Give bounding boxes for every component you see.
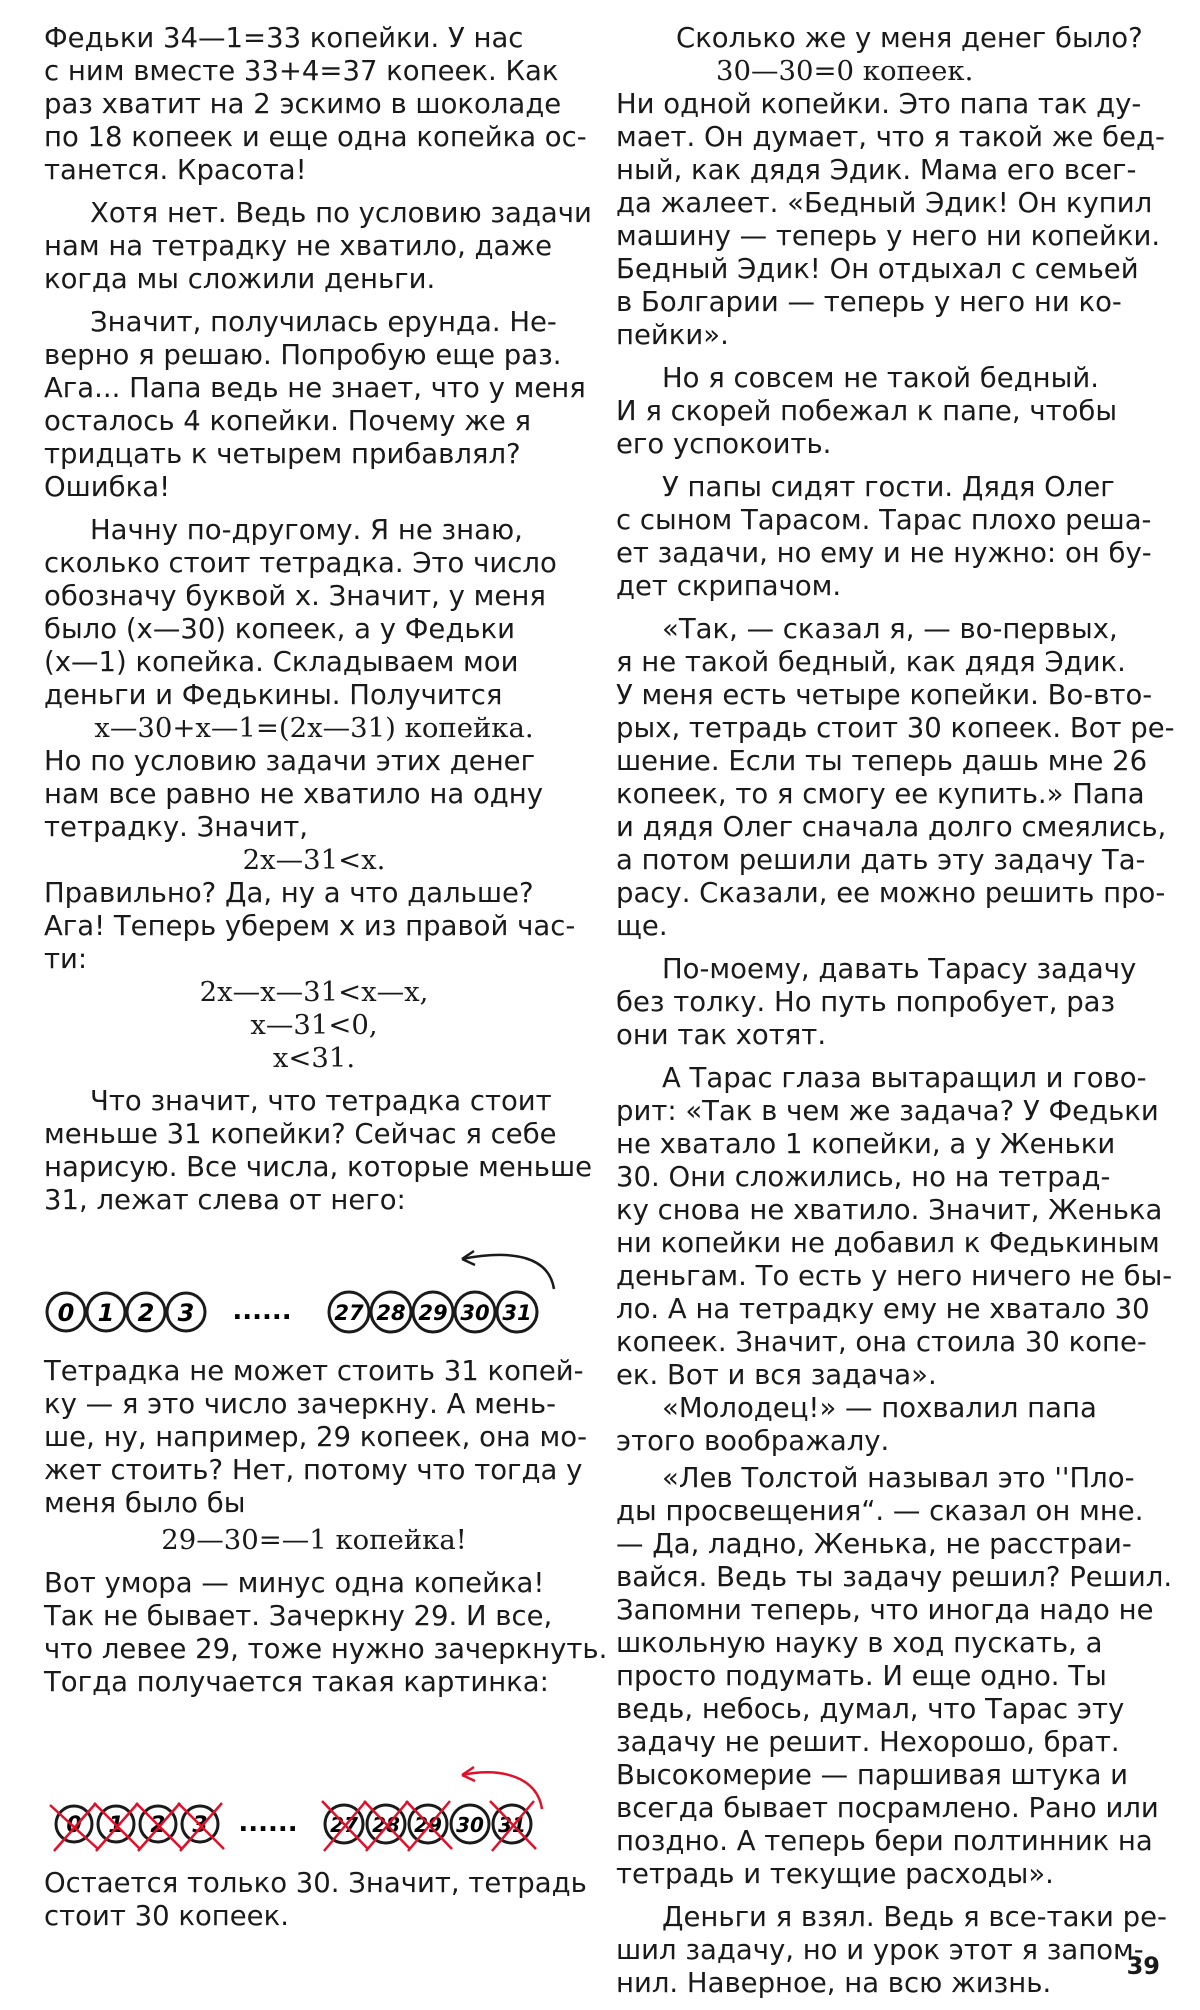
paragraph-4: Начну по-другому. Я не знаю, сколько стоит тетрадка. Это число обозначу буквой x. Значит, у меня было (x—30) копеек, а у Федьки (x—1) копейка. Складываем мои деньги и Федькины. Получится [44,514,557,711]
paragraph-1: Федьки 34—1=33 копейки. У нас с ним вместе 33+4=37 копеек. Как раз хватит на 2 эскимо в шоколаде по 18 копеек и еще одна копейка ос- танется. Красота! [44,22,587,186]
paragraph-r10: Деньги я взял. Ведь я все-таки ре- шил задачу, но и урок этот я запом- нил. Наверное, на всю жизнь. [616,1901,1167,1999]
paragraph-3: Значит, получилась ерунда. Не- верно я решаю. Попробую еще раз. Ага... Папа ведь не знает, что у меня осталось 4 копейки. Почему же я тридцать к четырем прибавлял? Ошибка! [44,306,586,503]
formula-step-1: 2x—x—31<x—x, [199,976,429,1008]
circle-label: 0 [57,1299,75,1327]
number-line-drawing [44,1227,584,1347]
circle-label: 2 [137,1299,155,1327]
paragraph-r7: А Тарас глаза вытаращил и гово- рит: «Так в чем же задача? У Федьки не хватало 1 копейки, а у Женьки 30. Они сложились, но на тетрад- ку снова не хватило. Значит, Женька ни копейки не добавил к Федькиным деньгам. То есть у него ничего не бы- ло. А на тетрадку ему не хватало 30 копеек. Значит, она стоила 30 копе- ек. Вот и вся задача». [616,1062,1173,1391]
circle-label: 29 [418,1301,448,1325]
paragraph-r2: Ни одной копейки. Это папа так ду- мает. Он думает, что я такой же бед- ный, как дядя Эдик. Мама его всег- да жалеет. «Бедный Эдик! Он купил машину — теперь у него ни копейки. Бедный Эдик! Он отдыхал с семьей в Болгарии — теперь у него ни ко- пейки». [616,88,1165,351]
arrow-left-icon [462,1255,554,1289]
page-number: 39 [1126,1952,1160,1980]
circle-label: 27 [334,1301,364,1325]
formula-step-3: x<31. [272,1042,356,1074]
circle-label: 31 [502,1301,532,1325]
paragraph-r5: «Так, — сказал я, — во-первых, я не такой бедный, как дядя Эдик. У меня есть четыре копейки. Во-вто- рых, тетрадь стоит 30 копеек. Вот ре- шение. Если ты теперь дашь мне 26 копеек, то я смогу ее купить.» Папа и дядя Олег сначала долго смеялись, а потом решили дать эту задачу Та- расу. Сказали, ее можно решить про- ще. [616,613,1175,942]
paragraph-7: Что значит, что тетрадка стоит меньше 31 копейки? Сейчас я себе нарисую. Все числа, которые меньше 31, лежат слева от него: [44,1085,593,1216]
formula-inequality: 2x—31<x. [242,844,386,876]
circle-label: 28 [372,1813,400,1837]
circle-label: 27 [330,1813,358,1837]
circle-label: 31 [498,1813,526,1837]
paragraph-r6: По-моему, давать Тарасу задачу без толку. Но путь попробует, раз они так хотят. [616,953,1137,1051]
circle-label: 28 [376,1301,406,1325]
number-line-crossed-svg [44,1709,584,1859]
paragraph-5: Но по условию задачи этих денег нам все равно не хватило на одну тетрадку. Значит, [44,745,544,843]
circle-label: 3 [192,1813,208,1838]
number-circles [47,1292,537,1332]
circle-label: 0 [66,1813,82,1838]
circle-label: 30 [456,1813,484,1837]
paragraph-8: Тетрадка не может стоить 31 копей- ку — я это число зачеркну. А мень- ше, ну, например, 29 копеек, она мо- жет стоить? Нет, потому что тогда у меня было бы [44,1355,588,1519]
circle-label: 3 [177,1299,195,1327]
paragraph-6: Правильно? Да, ну а что дальше? Ага! Теперь уберем x из правой час- ти: [44,877,576,975]
paragraph-r8: «Молодец!» — похвалил папа этого воображалу. [616,1392,1097,1457]
circle-label: 1 [108,1813,124,1838]
arrow-left-icon [462,1772,542,1809]
circle-label: 30 [460,1301,490,1325]
circle-label: 2 [150,1813,166,1838]
paragraph-10: Остается только 30. Значит, тетрадь стоит 30 копеек. [44,1867,587,1932]
formula-minus-one: 29—30=—1 копейка! [161,1524,467,1556]
dots: ...... [238,1808,298,1838]
paragraph-2: Хотя нет. Ведь по условию задачи нам на тетрадку не хватило, даже когда мы сложили деньги. [44,197,592,295]
paragraph-9: Вот умора — минус одна копейка! Так не бывает. Зачеркну 29. И все, что левее 29, тоже нужно зачеркнуть. Тогда получается такая картинка: [44,1567,608,1698]
paragraph-r3: Но я совсем не такой бедный. И я скорей побежал к папе, чтобы его успокоить. [616,362,1118,460]
formula-sum: x—30+x—1=(2x—31) копейка. [94,712,534,744]
circle-label: 1 [97,1299,115,1327]
paragraph-r1: Сколько же у меня денег было? 30—30=0 копеек. [676,22,1143,87]
right-column [616,22,1175,2010]
formula-step-2: x—31<0, [250,1009,378,1041]
number-line-svg [44,1227,584,1347]
paragraph-r9: «Лев Толстой называл это ''Пло- ды просвещения“. — сказал он мне. — Да, ладно, Женька, не расстраи- вайся. Ведь ты задачу решил? Решил. Запомни теперь, что иногда надо не школьную науку в ход пускать, а просто подумать. И еще одно. Ты ведь, небось, думал, что Тарас эту задачу не решит. Нехорошо, брат. Высокомерие — паршивая штука и всегда бывает посрамлено. Рано или поздно. А теперь бери полтинник на тетрадь и текущие расходы». [616,1462,1173,1890]
dots: ...... [232,1296,292,1326]
paragraph-r4: У папы сидят гости. Дядя Олег с сыном Тарасом. Тарас плохо реша- ет задачи, но ему и не нужно: он бу- дет скрипачом. [616,471,1152,602]
left-column [44,22,608,1943]
number-line-crossed [44,1709,584,1859]
circle-label: 29 [414,1813,442,1837]
